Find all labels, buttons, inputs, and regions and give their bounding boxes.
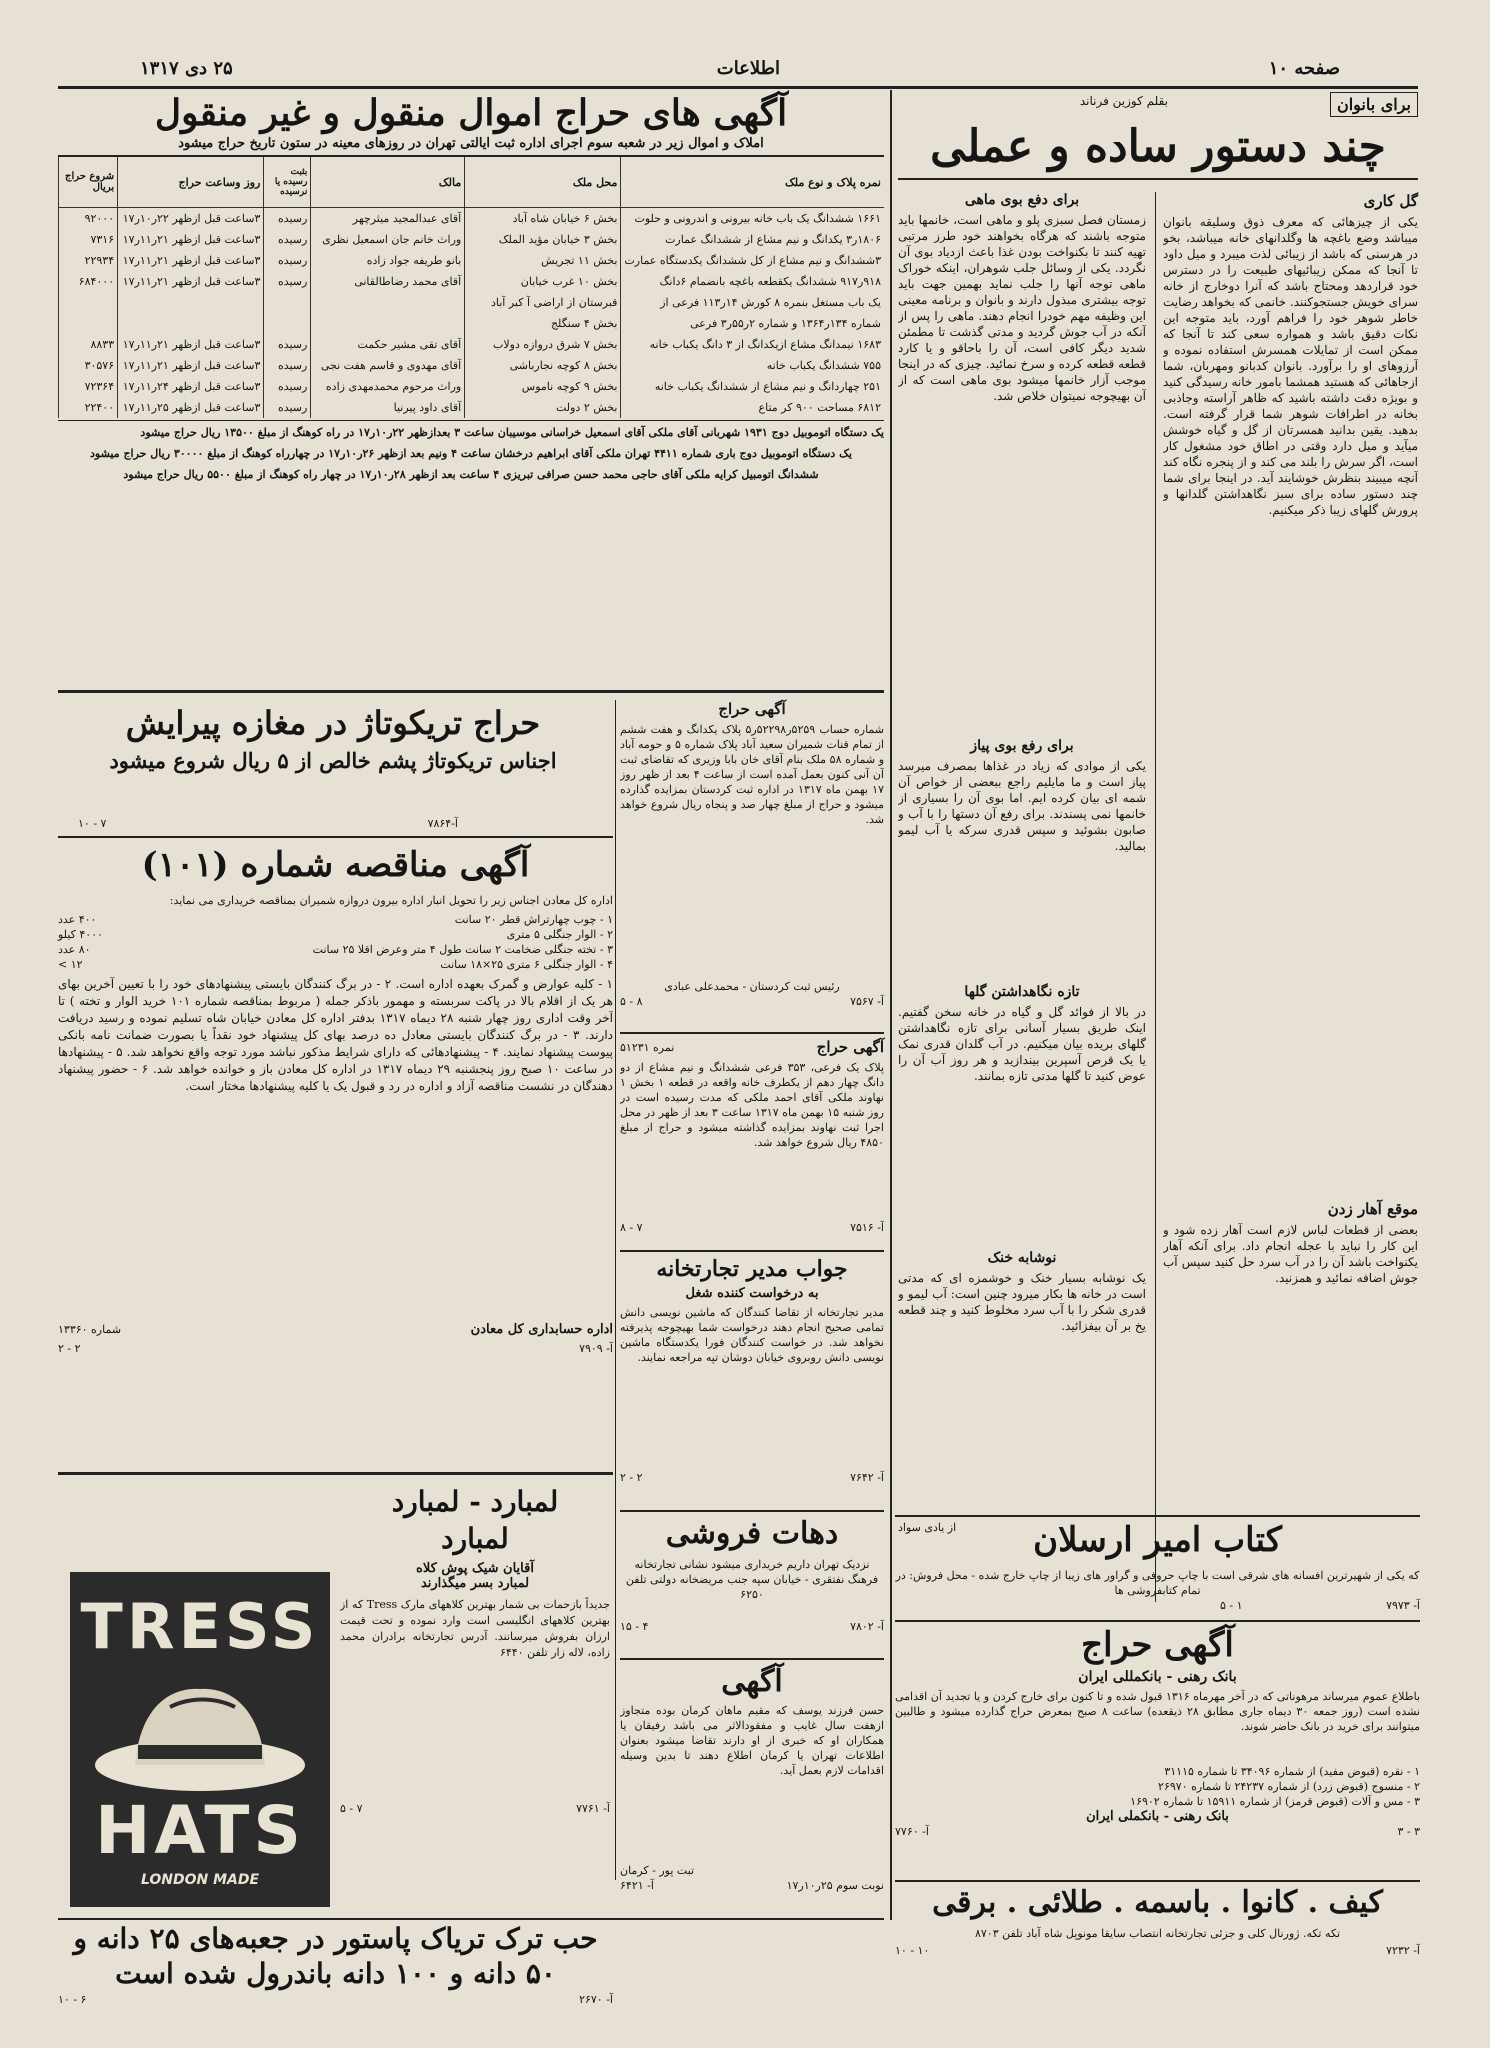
london-made-text: LONDON MADE (140, 1872, 260, 1888)
auction-note-2: یک دستگاه اتوموبیل دوج باری شماره ۴۴۱۱ تهران ملکی آقای ابراهیم درخشان ساعت ۴ ونیم بعد ازظهر ۲۶ر۱۰ر۱۷ در چهارراه کوهنگ از مبلغ ۳۰۰۰۰ ریال حراج میشود (90, 447, 852, 460)
cell: رسیده (264, 334, 311, 355)
table-row (59, 271, 885, 292)
women-left-col (898, 192, 1146, 1602)
tender-ad (58, 845, 613, 1465)
table-row (59, 250, 885, 271)
cell (59, 313, 118, 334)
villages-num: ۴ - ۱۵ (620, 1620, 649, 1633)
cell: رسیده (264, 229, 311, 250)
bags-ad (895, 1885, 1420, 1975)
women-section-label: برای بانوان (1330, 92, 1418, 117)
cell: رسیده (264, 376, 311, 397)
cell: ۷۲۳۶۴ (59, 376, 118, 397)
villages-rule (620, 1658, 884, 1660)
cell: بانو طریفه جواد زاده (311, 250, 465, 271)
women-section (898, 92, 1418, 1612)
cell: بخش ۱۰ غرب خیابان (465, 271, 621, 292)
cell: یک باب مستغل بنمره ۸ کورش ۱۴ر۱۱۳ فرعی از (621, 292, 884, 313)
hat-band (138, 1745, 262, 1759)
flowers-text: یکی از چیزهائی که معرف ذوق وسلیقه بانوان میباشد وضع باغچه ها وگلدانهای خانه میباشد، بخو در هرسنی که باشد از زیبائی لذت میبرد و میل داود تا آنجا که ممکن زیبائیهای طبیعت را در دسترس خود قراردهد ومحتاج باشد که آنرا دوخارج از خانه سرای خویش جستجوکنند. خانمی که بخواهد رضایت خاطر شوهر خود را فراهم آورد، باید متوجه این نکات دقیق باشد و همواره سعی کند تا آنجا که ممکن است از تمایلات همسرش استفاده نموده و آرزوهای او را برآورد. بانوان کدبانو ومهربان، شما ازجاهائی که هستید همشما بامور خانه رسیدگی کنید و بویژه دقت داشته باشید که ظاهر آراسته وجاذبی بخانه در اطرافات شوهر شما قرار گرفته است. بدهید. یقین بدانید همسرتان از گل و گیاه خوشش میآید و میل دارد وقتی در اطاق خود مشغول کار است، اگر سرش را بلند می کند و از پنجره نگاه کند آنچه میبیند بنظرش خوشایند آید. در اینجا برای شما چند دستور ساده برای سبز نگاهداشتن گلدانها و پرورش گلهای زیبا ذکر میکنیم. (1163, 215, 1418, 517)
pasteur-ad (58, 1922, 613, 2037)
manager-rule (620, 1510, 884, 1512)
cell: ۳ساعت قبل ازظهر ۲۱ر۱۱ر۱۷ (118, 250, 264, 271)
manager-ad (620, 1256, 884, 1506)
cell: ۳ساعت قبل ازظهر ۲۱ر۱۱ر۱۷ (118, 271, 264, 292)
tress-logo-text: TRESS (80, 1590, 320, 1663)
villages-code: آ- ۷۸۰۲ (850, 1620, 884, 1633)
auction-table-bottom (58, 420, 884, 421)
tender-item-name: ۲ - الوار جنگلی ۵ متری (506, 928, 613, 941)
col-date: روز وساعت حراج (118, 157, 264, 208)
manager-code: آ- ۷۶۴۲ (850, 1471, 884, 1484)
ad2-rule (620, 1250, 884, 1252)
cell: رسیده (264, 208, 311, 230)
pasteur-line-2: ۵۰ دانه و ۱۰۰ دانه باندرول شده است (115, 1957, 556, 1990)
cell: ۶۸۴۰۰۰ (59, 271, 118, 292)
cell: ۱۶۶۱ ششدانگ یک باب خانه بیرونی و اندرونی و حلوت (621, 208, 884, 230)
tricot-ad (58, 700, 608, 835)
cell: ۳ساعت قبل ازظهر ۲۲ر۱۰ر۱۷ (118, 208, 264, 230)
book-code: آ- ۷۹۷۳ (1386, 1599, 1420, 1612)
bags-code: آ- ۷۲۳۲ (1386, 1944, 1420, 1957)
tender-footer-dept: اداره حسابداری کل معادن (470, 1322, 613, 1337)
table-row (59, 397, 885, 418)
notice-text: حسن فرزند یوسف که مقیم ماهان کرمان بوده متجاوز ازهفت سال غایب و مفقودالاثر می باشد رفیقان یا همکاران او که خبری از او دارند تقاضا میشود بعنوان اطلاعات تهران یا کرمان اطلاع دهند تا بدین وسیله اقدامات لازم بعمل آید. (620, 1704, 884, 1777)
lombard-text: جدیداً بازحمات بی شمار بهترین کلاههای مارک Tress که از بهترین کلاههای انگلیسی است وارد نموده و تحت قیمت ارزان بفروش میرسانند. آدرس تجارتخانه برادران محمد زاده، لاله زار تلفن ۶۴۴۰ (340, 1598, 610, 1659)
tender-item-qty: ۴۰۰۰ کیلو (58, 928, 104, 941)
book-codes (1220, 1598, 1420, 1613)
cell: آقای مهدوی و قاسم هفت نجی (311, 355, 465, 376)
tender-body: ۱ - کلیه عوارض و گمرک بعهده اداره است. ۲ - در برگ کنندگان بایستی پیشنهادهای خود را با تعیین آخرین بهای هر یک از اقلام بالا در پاکت سربسته و مهمور باذکر جمله ( مربوط بمناقصه شماره ۱۰۱ خرید الوار و تخته ) تا آخر وقت اداری روز چهار شنبه ۲۸ دیماه ۱۳۱۷ بدفتر اداره کل معادن خیابان شاه تسلیم نموده و رسید دریافت دارند. ۳ - در برگ کنندگان بایستی معادل ده درصد بهای کل پیشنهاد خود نقداً یا بصورت ضمانت نامه بانکی پیوست پیشنهاد نمایند. ۴ - پیشنهادهائی که دارای شرایط مذکور نباشد مورد توجه واقع نخواهد شد. ۵ - پیشنهادها در ساعت ۱۰ صبح روز پنجشنبه ۲۹ دیماه ۱۳۱۷ در اداره کل معادن باز و خوانده خواهد شد. ۶ - حضور پیشنهاد دهندگان در نشست مناقصه آزاد و اداره در رد و قبول یک یا کلیه پیشنهادها مختار است. (58, 977, 613, 1093)
ad2-ref: نمره ۵۱۲۳۱ (620, 1040, 675, 1054)
bank-num: ۳ - ۳ (1397, 1825, 1420, 1838)
auction-ad-1 (620, 700, 884, 1030)
tricot-code: آ-۷۸۶۴ (427, 817, 458, 830)
tricot-num: ۷ - ۱۰ (78, 817, 107, 830)
cell: وراث مرحوم محمدمهدی زاده (311, 376, 465, 397)
tender-item-name: ۱ - چوب چهارتراش قطر ۲۰ سانت (454, 913, 613, 926)
cell (118, 292, 264, 313)
tender-item (58, 912, 613, 927)
notice-codes (620, 1878, 884, 1893)
auction-block (58, 92, 884, 692)
ad2-text: پلاک یک فرعی، ۳۵۳ فرعی ششدانگ و نیم مشاع از دو دانگ چهار دهم از یکطرف خانه واقعه در قطعه ۱ بخش ۱ نهاوند ملکی آقای احمد ملکی که مدت رسیده است در روز شنبه ۱۵ بهمن ماه ۱۳۱۷ ساعت ۳ بعد از ظهر در محل اجرا ثبت نهاوند بمزایده گذاشته میشود و حراج از مبلغ ۴۸۵۰ ریال شروع خواهد شد. (620, 1061, 884, 1149)
table-row (59, 334, 885, 355)
tender-code: آ- ۷۹۰۹ (579, 1342, 613, 1355)
cell: ۳۰۵۷۶ (59, 355, 118, 376)
col-plot: نمره پلاک و نوع ملک (621, 157, 884, 208)
bank-rule (895, 1880, 1420, 1882)
main-column-divider (890, 90, 892, 1920)
cell: رسیده (264, 355, 311, 376)
starch-text: بعضی از قطعات لباس لازم است آهار زده شود و این کار را نباید با عجله انجام داد. برای آنکه آهار یکنواخت باشد آن را در آب سرد حل کنید سپس آب جوش اضافه نمائید و همزنید. (1163, 1223, 1418, 1285)
page-header (140, 58, 1340, 84)
auction-title: آگهی های حراج اموال منقول و غیر منقول (154, 92, 788, 134)
tender-item-name: ۳ - تخته جنگلی ضخامت ۲ سانت طول ۴ متر وعرض اقلا ۲۵ سانت (312, 943, 613, 956)
cell (118, 313, 264, 334)
tender-codes (58, 1341, 613, 1356)
header-rule (58, 86, 1418, 89)
bank-text: باطلاع عموم میرساند مرهوناتی که در آخر مهرماه ۱۳۱۶ قبول شده و تا کنون برای خارج کردن و یا تجدید آن اقدامی نشده است (روز جمعه ۳۰ دیماه جاری مطابق ۲۸ ذیقعده) ساعت ۸ صبح بمعرض حراج گذارده میشود و طالبین میتوانند برای خرید در بانک حاضر شوند. (895, 1690, 1420, 1733)
villages-ad (620, 1516, 884, 1656)
pasteur-num: ۶ - ۱۰ (58, 1993, 87, 2006)
auction-header-row (59, 157, 885, 208)
manager-codes (620, 1470, 884, 1485)
bank-title: آگهی حراج (1081, 1625, 1234, 1665)
pasteur-rule (58, 1918, 884, 1920)
table-row (59, 229, 885, 250)
book-rule-top (895, 1515, 1420, 1517)
lombard-code: آ- ۷۷۶۱ (576, 1802, 610, 1815)
pasteur-codes (58, 1992, 613, 2007)
cell: بخش ۶ خیابان شاه آباد (465, 208, 621, 230)
book-text: که یکی از شهیرترین افسانه های شرقی است با چاپ حروفی و گراور های زیبا از چاپ خارج شده - محل فروش: در تمام کتابفروشی ها (895, 1569, 1420, 1597)
tender-num: ۲ - ۲ (58, 1342, 81, 1355)
cell: بخش ۴ سنگلج (465, 313, 621, 334)
fresh-heading: تازه نگاهداشتن گلها (964, 984, 1080, 1000)
tender-title: آگهی مناقصه شماره (۱۰۱) (141, 845, 530, 885)
ad2-codes (620, 1220, 884, 1235)
cell: ۶۸۱۲ مساحت ۹۰۰ کر متاع (621, 397, 884, 418)
cell: ۱۶۸۳ نیمدانگ مشاع ازیکدانگ از ۳ دانگ یکباب خانه (621, 334, 884, 355)
cell: ۷۳۱۶ (59, 229, 118, 250)
pasteur-line-1: حب ترک تریاک پاستور در جعبه‌های ۲۵ دانه و (73, 1922, 598, 1955)
cell: رسیده (264, 250, 311, 271)
lombard-sub-1: آقایان شیک پوش کلاه (416, 1561, 534, 1576)
ad1-sig: رئیس ثبت کردستان - محمدعلی عبادی (664, 980, 840, 993)
manager-sub: به درخواست کننده شغل (685, 1286, 819, 1301)
ad2-head (620, 1038, 884, 1056)
cell: ۳ساعت قبل ازظهر ۲۱ر۱۱ر۱۷ (118, 229, 264, 250)
cell: آقای تقی مشیر حکمت (311, 334, 465, 355)
bags-text: تکه تکه. ژورنال کلی و جزئی تجارتخانه انتصاب سایقا مونوپل شاه آباد تلفن ۸۷۰۳ (974, 1927, 1341, 1940)
onion-text: یکی از موادی که زیاد در غذاها بمصرف میرسد پیاز است و ما مایلیم راجع ببعضی از خواص آن شمه ای بیان کرده ایم. اما بوی آن را بسیاری از خانمها نمی پسندند. برای رفع آن دستها را با آب و صابون بشوئید و سپس قدری سرکه یا آب لیمو بمالید. (898, 759, 1146, 853)
notice-title: آگهی (721, 1664, 783, 1699)
fish-text: زمستان فصل سبزی پلو و ماهی است، خانمها باید متوجه باشند که هرگاه بخواهند خود طرز مرتبی تهیه کنند تا بکنواخت بودن غذا باعث ازدیاد بوی آن نگردد. یکی از وسائل جلب شوهران، اینکه خوراک ماهی توجه آنها را جلب نماید بهمین جهت باید توجه بیشتری مبذول دارند و بانوان و برنامه معینی این وظیفه مهم خودرا انجام دهند. ماهی را پس از آنکه در آب جوش گردید و مدتی گذشت تا مطمئن شدید دیگر کافی است، آن را باحاقو و یا کارد قطعه قطعه کرده و سرخ نمائید. چیزی که در اینجا موجب آزار خانمها میشود بوی ماهی است که از آن بهیچوجه نمیتوان خلاص شد. (898, 213, 1146, 403)
cell: ۲۲۹۳۴ (59, 250, 118, 271)
table-row (59, 376, 885, 397)
cell: بخش ۹ کوچه ناموس (465, 376, 621, 397)
mid-column-divider (615, 700, 616, 1880)
bank-codes (895, 1824, 1420, 1839)
cell: ۹۱۸ر۹۱۷ ششدانگ یکقطعه باغچه بانضمام ۶دانگ (621, 271, 884, 292)
book-num: ۱ - ۵ (1220, 1599, 1243, 1612)
fish-heading: برای دفع بوی ماهی (964, 192, 1080, 208)
women-col-divider (1155, 192, 1156, 1602)
bags-codes (895, 1943, 1420, 1958)
tender-item (58, 957, 613, 972)
cell: ۳ساعت قبل ازظهر ۲۱ر۱۱ر۱۷ (118, 355, 264, 376)
fresh-text: در بالا از فوائد گل و گیاه در خانه سخن گفتیم. اینک طریق بسیار آسانی برای تازه نگاهداشتن گلهای بریده بیان میکنیم. در آب گلدان قدری نمک یا یک قرص آسپرین بیندازید و هر روز آب آن را عوض کنید تا گلها مدتی تازه بمانند. (898, 1005, 1146, 1083)
cell: ۲۲۴۰۰ (59, 397, 118, 418)
tricot-rule (58, 836, 613, 838)
bank-item-3: ۳ - مس و آلات (قبوض قرمز) از شماره ۱۵۹۱۱ تا شماره ۱۶۹۰۲ (1130, 1795, 1420, 1808)
women-rule (898, 178, 1418, 180)
col-start: شروع حراج بریال (59, 157, 118, 208)
cell: رسیده (264, 397, 311, 418)
cell: ۷۵۵ ششدانگ یکباب خانه (621, 355, 884, 376)
auction-subtitle: املاک و اموال زیر در شعبه سوم اجرای اداره ثبت ایالتی تهران در روزهای معینه در ستون تاریخ حراج میشود (178, 136, 764, 151)
tender-footer (58, 1322, 613, 1337)
bank-item-2: ۲ - منسوج (قبوض زرد) از شماره ۲۴۲۳۷ تا شماره ۲۶۹۷۰ (1158, 1780, 1420, 1793)
notice-ad (620, 1664, 884, 1914)
lombard-sub-2: لمبارد بسر میگذارند (420, 1576, 530, 1591)
cell: آقای محمد رضاطالقانی (311, 271, 465, 292)
cell (59, 292, 118, 313)
book-title: کتاب امیر ارسلان (1033, 1520, 1282, 1560)
auction-rule (58, 155, 884, 157)
manager-num: ۲ - ۲ (620, 1471, 643, 1484)
tress-hats-illustration (70, 1572, 330, 1907)
cell (311, 292, 465, 313)
tender-item-qty: ۴۰۰ عدد (58, 913, 97, 926)
ad1-title: آگهی حراج (718, 700, 786, 718)
cell: بخش ۲ دولت (465, 397, 621, 418)
table-row (59, 355, 885, 376)
cell: ۹۲۰۰۰ (59, 208, 118, 230)
tender-item (58, 927, 613, 942)
auction-note-1: یک دستگاه اتوموبیل دوج ۱۹۳۱ شهربانی آقای ملکی آقای اسمعیل خراسانی موسیبان ساعت ۳ بعدازظهر ۲۲ر۱۰ر۱۷ در راه کوهنگ از مبلغ ۱۳۵۰۰ ریال حراج میشود (140, 426, 884, 439)
table-row (59, 292, 885, 313)
villages-codes (620, 1619, 884, 1634)
book-ad (895, 1520, 1420, 1620)
notice-date: نوبت سوم ۲۵ر۱۰ر۱۷ (786, 1879, 884, 1892)
col-registered: بثبت رسیده یا نرسیده (264, 157, 311, 208)
cell: ۳ساعت قبل ازظهر ۲۵ر۱۱ر۱۷ (118, 397, 264, 418)
lombard-title-2: لمبارد (441, 1522, 509, 1555)
notice-code: آ- ۶۴۲۱ (620, 1879, 654, 1892)
notice-sig: تبت پور - کرمان (620, 1864, 695, 1877)
bank-code: آ- ۷۷۶۰ (895, 1825, 929, 1838)
starch-heading: موقع آهار زدن (1327, 1200, 1418, 1218)
tender-item-name: ۴ - الوار جنگلی ۶ متری ۲۵×۱۸ سانت (440, 958, 613, 971)
ad2-num: ۷ - ۸ (620, 1221, 643, 1234)
hat-icon (90, 1667, 310, 1797)
cell: ۲۵۱ چهاردانگ و نیم مشاع از ششدانگ یکباب خانه (621, 376, 884, 397)
cell: رسیده (264, 271, 311, 292)
cell: وراث خانم جان اسمعیل نظری (311, 229, 465, 250)
table-row (59, 313, 885, 334)
ad2-title: آگهی حراج (816, 1038, 884, 1056)
bags-num: ۱۰ - ۱۰ (895, 1944, 930, 1957)
bank-item-1: ۱ - نقره (قبوض مفید) از شماره ۳۴۰۹۶ تا شماره ۳۱۱۱۵ (1164, 1765, 1420, 1778)
newspaper-name: اطلاعات (716, 58, 780, 79)
col-owner: مالک (311, 157, 465, 208)
cell (264, 292, 311, 313)
auction-note-3: ششدانگ اتومبیل کرایه ملکی آقای حاجی محمد حسن صرافی تبریزی ۴ ساعت بعد ازظهر ۲۸ر۱۰ر۱۷ در چهار راه کوهنگ از مبلغ ۵۵۰۰ ریال حراج میشود (123, 468, 819, 481)
auction-table (58, 157, 884, 418)
tender-footer-num: شماره ۱۳۳۶۰ (58, 1323, 122, 1336)
col-location: محل ملک (465, 157, 621, 208)
pasteur-code: آ- ۲۶۷۰ (579, 1993, 613, 2006)
cell: آقای داود پیرنیا (311, 397, 465, 418)
cell: ۸۸۳۳ (59, 334, 118, 355)
villages-text: نزدیک تهران داریم خریداری میشود نشانی تجارتخانه فرهنگ نفتقری - خیابان سپه جنب مریضخانه دولتی تلفن ۶۲۵۰ (625, 1558, 879, 1601)
bank-sub: بانک رهنی - بانکمللی ایران (1078, 1669, 1237, 1685)
cell: آقای عبدالمجید میثرچهر (311, 208, 465, 230)
tender-item-qty: ۱۲ > (58, 958, 83, 971)
manager-text: مدیر تجارتخانه از تقاضا کنندگان که ماشین نویسی دانش تمامی صحیح انجام دهند درخواست شما بهیچوجه پذیرفته نخواهد شد. در خواست کنندگان فورا یکدستگاه ماشین نویسی دانش روبروی خیابان دوشان تپه مراجعه نمایند. (620, 1306, 884, 1364)
auction-ad-2 (620, 1038, 884, 1248)
women-right-col (1163, 192, 1418, 1602)
ad1-num: ۸ - ۵ (620, 995, 643, 1008)
signoff: از یادی سواد (898, 1521, 957, 1534)
tender-item-qty: ۸۰ عدد (58, 943, 91, 956)
lombard-codes (340, 1801, 610, 1816)
page-number: صفحه ۱۰ (1268, 58, 1340, 79)
drink-heading: نوشابه خنک (987, 1250, 1057, 1266)
ad2-code: آ- ۷۵۱۶ (850, 1221, 884, 1234)
women-title: چند دستور ساده و عملی (930, 121, 1386, 172)
table-row (59, 208, 885, 230)
cell: قبرستان از اراضی آ کبر آباد (465, 292, 621, 313)
tricot-subtitle: اجناس تریکوتاژ پشم خالص از ۵ ریال شروع میشود (109, 748, 557, 773)
lombard-num: ۷ - ۵ (340, 1802, 363, 1815)
onion-heading: برای رفع بوی پیاز (970, 738, 1074, 754)
cell: بخش ۱۱ تجریش (465, 250, 621, 271)
issue-date: ۲۵ دی ۱۳۱۷ (140, 58, 233, 79)
ad1-codes (620, 994, 884, 1009)
bank-ad (895, 1625, 1420, 1875)
cell: بخش ۳ خیابان مؤید الملک (465, 229, 621, 250)
book-rule-bottom (895, 1620, 1420, 1622)
tender-rule (58, 1472, 613, 1475)
cell: ۳ششدانگ و نیم مشاع از کل ششدانگ یکدستگاه عمارت (621, 250, 884, 271)
tender-items (58, 912, 613, 972)
cell: بخش ۸ کوچه نجارباشی (465, 355, 621, 376)
manager-title: جواب مدیر تجارتخانه (656, 1256, 848, 1282)
ad1-text: شماره حساب ۵۲۵۹ر۵۲۲۹۸ر۵ پلاک یکدانگ و هفت ششم از تمام قنات شمیران سعید آباد پلاک شماره ۵ و حومه آباد و شماره ۵۸ ملک بنام آقای خان بابا وزیری که تقاضای ثبت آن آنی کنون بعمل آمده است از ساعت ۴ بعد از ظهر روز ۱۷ بهمن ماه ۱۳۱۷ در اداره ثبت کردستان بمزایده گذارده میشود و حراج از مبلغ چهار صد و پنجاه ریال شروع خواهد شد. (620, 723, 884, 826)
hats-logo-text: HATS (95, 1792, 305, 1869)
bank-sig: بانک رهنی - بانکملی ایران (1086, 1809, 1229, 1824)
cell: ۳ساعت قبل ازظهر ۲۱ر۱۱ر۱۷ (118, 334, 264, 355)
villages-title: دهات فروشی (665, 1516, 839, 1551)
tender-intro: اداره کل معادن اجناس زیر را تحویل انبار اداره بیرون دروازه شمیران بمناقصه خریداری می نماید: (169, 894, 613, 907)
ad1-code: آ- ۷۵۶۷ (850, 995, 884, 1008)
drink-text: یک نوشابه بسیار خنک و خوشمزه ای که مدتی است در خانه ها بکار میرود چنین است: آب لیمو و قدری شکر را با آب سرد مخلوط کنید و چند قطعه یخ بر آن بیفزائید. (898, 1271, 1146, 1333)
lombard-ad (340, 1485, 610, 1905)
auction-bottom-rule (58, 690, 884, 693)
cell: شماره ۱۳۴ر۱۳۶۴ و شماره ۲ر۵۵ر۳ فرعی (621, 313, 884, 334)
lombard-title-1: لمبارد - لمبارد (391, 1485, 559, 1518)
bags-title: کیف . کانوا . باسمه . طلائی . برقی (932, 1885, 1383, 1920)
cell: ۱۸۰۶ر۳ یکدانگ و نیم مشاع از ششدانگ عمارت (621, 229, 884, 250)
flowers-heading: گل کاری (1363, 192, 1418, 210)
tricot-title: حراج تریکوتاژ در مغازه پیرایش (125, 704, 541, 742)
tender-item (58, 942, 613, 957)
cell: ۳ساعت قبل ازظهر ۲۴ر۱۱ر۱۷ (118, 376, 264, 397)
ad1-rule (620, 1032, 884, 1034)
cell: بخش ۷ شرق دروازه دولاب (465, 334, 621, 355)
byline: بقلم کوزین فرناند (1079, 94, 1168, 108)
cell (311, 313, 465, 334)
cell (264, 313, 311, 334)
